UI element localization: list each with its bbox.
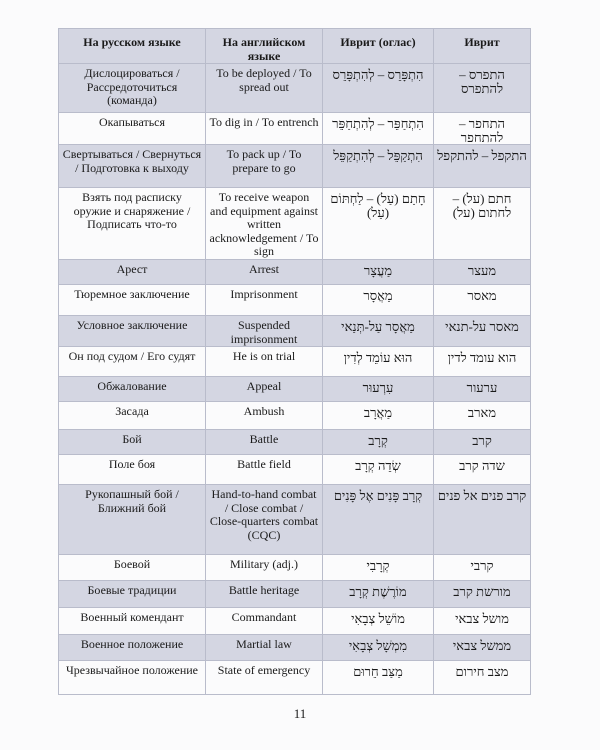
cell-russian: Засада — [59, 402, 206, 430]
table-row — [59, 485, 531, 555]
table-row — [59, 402, 531, 430]
cell-hebrew: שדה קרב — [434, 455, 531, 485]
header-english: На английском языке — [206, 29, 323, 64]
cell-hebrew: קרב — [434, 430, 531, 455]
cell-hebrew-vocalized: מַאֲרָב — [323, 402, 434, 430]
cell-russian: Военный комендант — [59, 608, 206, 635]
cell-hebrew: מאסר על-תנאי — [434, 316, 531, 347]
cell-hebrew-vocalized: מַעֲצָר — [323, 260, 434, 285]
cell-hebrew-vocalized: הִתְחַפֵּר – לְהִתְחַפֵּר — [323, 113, 434, 145]
cell-english: Battle — [206, 430, 323, 455]
table-row — [59, 260, 531, 285]
cell-hebrew: מושל צבאי — [434, 608, 531, 635]
cell-hebrew-vocalized: מִמְשָׁל צְבָאִי — [323, 635, 434, 661]
cell-russian: Окапываться — [59, 113, 206, 145]
vocabulary-page — [58, 28, 530, 695]
cell-russian: Бой — [59, 430, 206, 455]
cell-english: To receive weapon and equipment against written acknowledgement / To sign — [206, 188, 323, 260]
cell-english: To dig in / To entrench — [206, 113, 323, 145]
cell-hebrew-vocalized: מוֹשֵׁל צְבָאִי — [323, 608, 434, 635]
cell-hebrew-vocalized: קְרָבִי — [323, 555, 434, 581]
cell-hebrew-vocalized: חָתַם (עַל) – לַחְתּוֹם (עַל) — [323, 188, 434, 260]
cell-english: Ambush — [206, 402, 323, 430]
cell-english: To pack up / To prepare to go — [206, 145, 323, 188]
table-row — [59, 430, 531, 455]
cell-hebrew: התחפר – להתחפר — [434, 113, 531, 145]
cell-hebrew-vocalized: עִרְעוּר — [323, 377, 434, 402]
table-row — [59, 661, 531, 695]
cell-english: He is on trial — [206, 347, 323, 377]
table-row — [59, 555, 531, 581]
cell-english: Hand-to-hand combat / Close combat / Close-quarters combat (CQC) — [206, 485, 323, 555]
cell-english: Suspended imprisonment — [206, 316, 323, 347]
cell-english: Imprisonment — [206, 285, 323, 316]
cell-russian: Он под судом / Его судят — [59, 347, 206, 377]
cell-english: Arrest — [206, 260, 323, 285]
table-row — [59, 347, 531, 377]
page-number: 11 — [293, 706, 307, 721]
cell-hebrew: מארב — [434, 402, 531, 430]
cell-english: Appeal — [206, 377, 323, 402]
table-row — [59, 285, 531, 316]
cell-hebrew: חתם (על) – לחתום (על) — [434, 188, 531, 260]
header-hebrew: Иврит — [434, 29, 531, 64]
cell-russian: Условное заключение — [59, 316, 206, 347]
cell-russian: Военное положение — [59, 635, 206, 661]
cell-hebrew-vocalized: קְרָב פָּנִים אֶל פָּנִים — [323, 485, 434, 555]
cell-hebrew-vocalized: מַאֲסָר — [323, 285, 434, 316]
cell-hebrew: התקפל – להתקפל — [434, 145, 531, 188]
table-row — [59, 188, 531, 260]
cell-hebrew: קרב פנים אל פנים — [434, 485, 531, 555]
cell-hebrew: הוא עומד לדין — [434, 347, 531, 377]
table-row — [59, 113, 531, 145]
cell-english: State of emergency — [206, 661, 323, 695]
cell-hebrew: ערעור — [434, 377, 531, 402]
cell-english: Battle field — [206, 455, 323, 485]
cell-hebrew: מאסר — [434, 285, 531, 316]
cell-hebrew-vocalized: הִתְקַפֵּל – לְהִתְקַפֵּל — [323, 145, 434, 188]
cell-hebrew: מצב חירום — [434, 661, 531, 695]
cell-hebrew: קרבי — [434, 555, 531, 581]
cell-russian: Поле боя — [59, 455, 206, 485]
cell-hebrew-vocalized: קְרָב — [323, 430, 434, 455]
vocabulary-table — [58, 28, 531, 695]
cell-hebrew: מעצר — [434, 260, 531, 285]
cell-russian: Свертываться / Свернуться / Подготовка к выходу — [59, 145, 206, 188]
table-row — [59, 377, 531, 402]
cell-hebrew-vocalized: מוֹרֶשֶׁת קְרָב — [323, 581, 434, 608]
cell-english: To be deployed / To spread out — [206, 64, 323, 113]
cell-english: Military (adj.) — [206, 555, 323, 581]
cell-russian: Тюремное заключение — [59, 285, 206, 316]
table-row — [59, 581, 531, 608]
cell-english: Martial law — [206, 635, 323, 661]
cell-hebrew-vocalized: הִתְפָּרֵס – לְהִתְפָּרֵס — [323, 64, 434, 113]
header-russian: На русском языке — [59, 29, 206, 64]
cell-hebrew: מורשת קרב — [434, 581, 531, 608]
header-hebrew-vocalized: Иврит (оглас) — [323, 29, 434, 64]
cell-russian: Рукопашный бой / Ближний бой — [59, 485, 206, 555]
cell-hebrew-vocalized: הוּא עוֹמֵד לְדִין — [323, 347, 434, 377]
cell-hebrew: התפרס – להתפרס — [434, 64, 531, 113]
header-row — [59, 29, 531, 64]
table-row — [59, 64, 531, 113]
table-row — [59, 145, 531, 188]
cell-hebrew-vocalized: שְׂדֵה קְרָב — [323, 455, 434, 485]
cell-russian: Арест — [59, 260, 206, 285]
table-row — [59, 635, 531, 661]
table-row — [59, 608, 531, 635]
cell-russian: Взять под расписку оружие и снаряжение / Подписать что-то — [59, 188, 206, 260]
cell-english: Battle heritage — [206, 581, 323, 608]
cell-hebrew: ממשל צבאי — [434, 635, 531, 661]
cell-russian: Обжалование — [59, 377, 206, 402]
table-row — [59, 455, 531, 485]
cell-english: Commandant — [206, 608, 323, 635]
cell-hebrew-vocalized: מַאֲסָר עַל-תְּנַאי — [323, 316, 434, 347]
cell-russian: Дислоцироваться / Рассредоточиться (команда) — [59, 64, 206, 113]
table-row — [59, 316, 531, 347]
cell-hebrew-vocalized: מַצַּב חֵרוּם — [323, 661, 434, 695]
cell-russian: Боевой — [59, 555, 206, 581]
cell-russian: Боевые традиции — [59, 581, 206, 608]
cell-russian: Чрезвычайное положение — [59, 661, 206, 695]
